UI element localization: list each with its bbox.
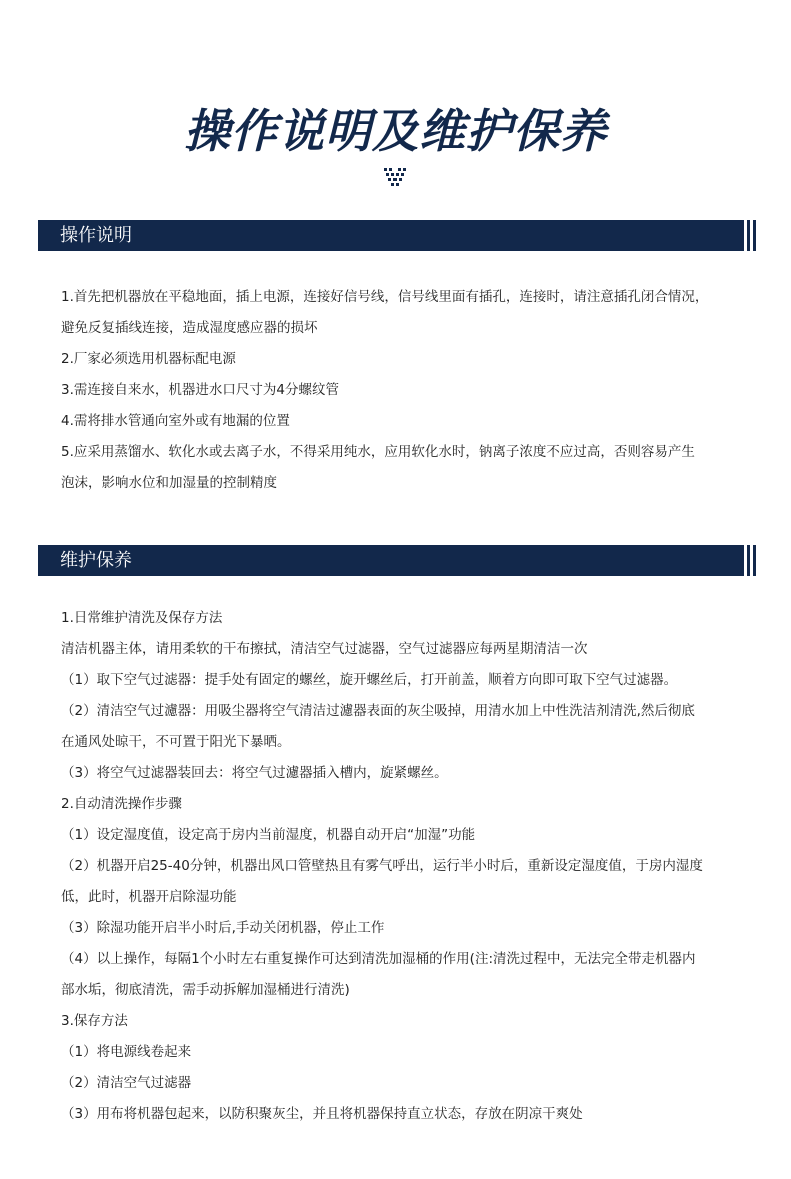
section-heading: 操作说明 <box>60 225 132 246</box>
section-header-operation <box>38 220 758 251</box>
text-line: （4）以上操作，每隔1个小时左右重复操作可达到清洗加湿桶的作用(注:清洗过程中，无法完全带走机器内 <box>61 951 696 967</box>
text-line: （2）清洁空气过滤器 <box>61 1075 192 1091</box>
text-line: 1.首先把机器放在平稳地面，插上电源，连接好信号线，信号线里面有插孔，连接时，请注意插孔闭合情况， <box>61 289 709 305</box>
bar-stripes-decoration <box>744 545 758 576</box>
operation-instructions <box>61 282 751 499</box>
text-line: （1）设定湿度值，设定高于房内当前湿度，机器自动开启“加湿”功能 <box>61 827 476 843</box>
text-line: 4.需将排水管通向室外或有地漏的位置 <box>61 413 290 429</box>
text-line: 2.厂家必须选用机器标配电源 <box>61 351 236 367</box>
text-line: 低，此时，机器开启除湿功能 <box>61 889 237 905</box>
bar-stripes-decoration <box>744 220 758 251</box>
text-line: 2.自动清洗操作步骤 <box>61 796 182 812</box>
text-line: 泡沫，影响水位和加湿量的控制精度 <box>61 475 277 491</box>
text-line: （3）将空气过滤器装回去：将空气过濾器插入槽内，旋紧螺丝。 <box>61 765 448 781</box>
chevron-dots-icon <box>384 168 406 188</box>
text-line: 1.日常维护清洗及保存方法 <box>61 610 223 626</box>
text-line: （3）用布将机器包起来，以防积聚灰尘，并且将机器保持直立状态，存放在阴凉干爽处 <box>61 1106 583 1122</box>
text-line: （2）清洁空气过濾器：用吸尘器将空气清洁过濾器表面的灰尘吸掉，用清水加上中性洗洁剂清洗,然后彻底 <box>61 703 695 719</box>
text-line: （3）除湿功能开启半小时后,手动关闭机器，停止工作 <box>61 920 385 936</box>
page-title: 操作说明及维护保养 <box>184 104 607 158</box>
text-line: （1）取下空气过滤器：提手处有固定的螺丝，旋开螺丝后，打开前盖，顺着方向即可取下空气过滤器。 <box>61 672 678 688</box>
section-heading: 维护保养 <box>60 550 132 571</box>
text-line: 5.应采用蒸馏水、软化水或去离子水，不得采用纯水，应用软化水时，钠离子浓度不应过高，否则容易产生 <box>61 444 695 460</box>
text-line: （2）机器开启25-40分钟，机器出风口管壁热且有雾气呼出，运行半小时后，重新设定湿度值，于房内湿度 <box>61 858 703 874</box>
maintenance-instructions <box>61 603 751 1130</box>
section-header-maintenance <box>38 545 758 576</box>
text-line: （1）将电源线卷起来 <box>61 1044 192 1060</box>
text-line: 3.需连接自来水，机器进水口尺寸为4分螺纹管 <box>61 382 339 398</box>
text-line: 3.保存方法 <box>61 1013 128 1029</box>
text-line: 避免反复插线连接，造成湿度感应器的损坏 <box>61 320 318 336</box>
text-line: 部水垢，彻底清洗，需手动拆解加湿桶进行清洗) <box>61 982 350 998</box>
text-line: 清洁机器主体，请用柔软的干布擦拭，清洁空气过滤器，空气过滤器应每两星期清洁一次 <box>61 641 588 657</box>
text-line: 在通风处晾干，不可置于阳光下暴晒。 <box>61 734 291 750</box>
